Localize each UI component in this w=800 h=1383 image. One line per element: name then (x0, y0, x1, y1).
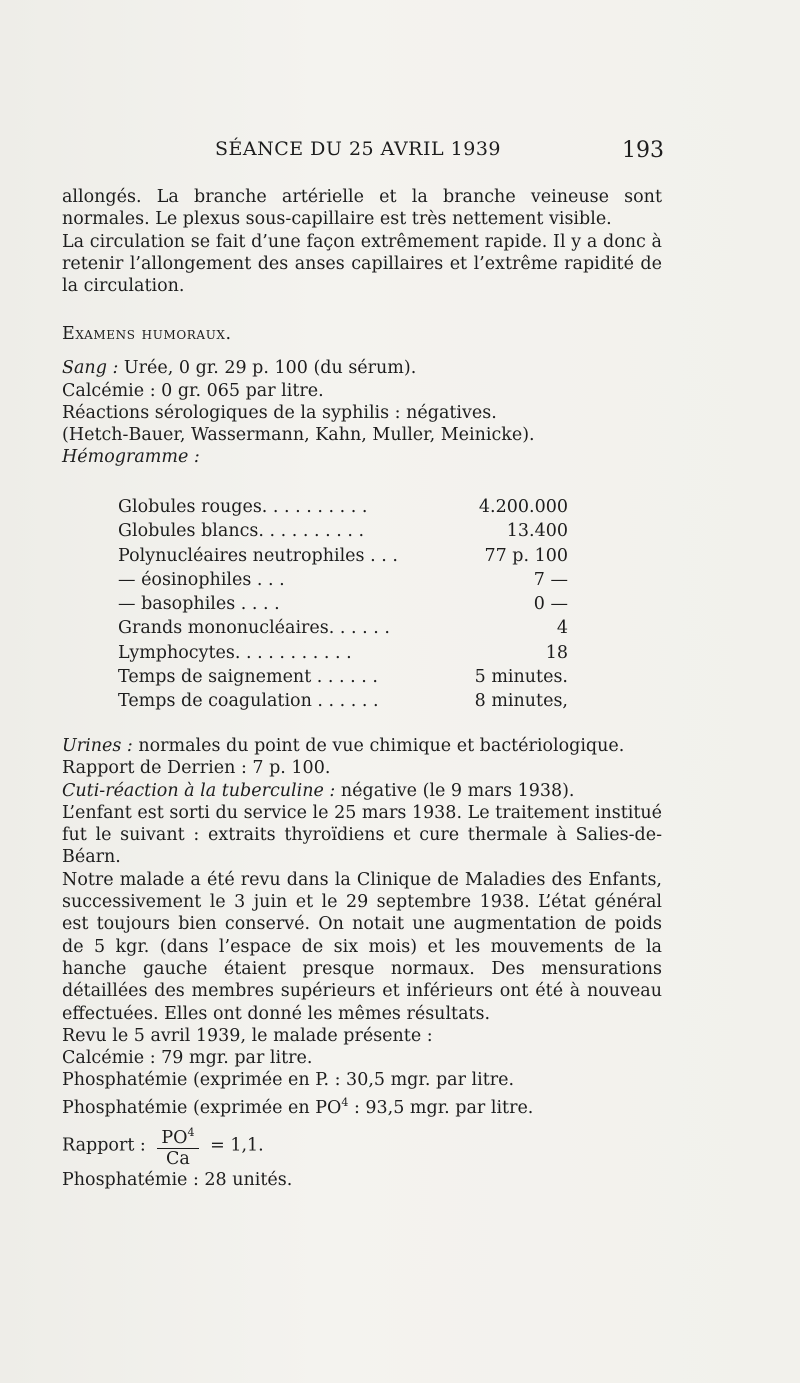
urines-line (62, 735, 662, 757)
rapport-result: = 1,1. (210, 1135, 264, 1156)
hemogram-row (118, 570, 568, 594)
hemogram-value: 77 p. 100 (484, 545, 568, 566)
reactions-list: (Hetch-Bauer, Wassermann, Kahn, Muller, Meinicke). (62, 425, 535, 446)
hemogram-value: 7 — (533, 569, 568, 590)
cuti-label: Cuti-réaction à la tuberculine : (62, 780, 336, 801)
phos-po4-sup: 4 (341, 1095, 349, 1109)
hemogram-value: 5 minutes. (474, 667, 568, 688)
rapport-label: Rapport : (62, 1135, 146, 1156)
calcemie2-line: Calcémie : 79 mgr. par litre. (62, 1048, 313, 1069)
reactions-line: Réactions sérologiques de la syphilis : négatives. (62, 402, 497, 423)
hemogramme-label: Hémogramme : (62, 447, 200, 468)
cuti-line (62, 780, 662, 802)
hemogram-row (118, 546, 568, 570)
hemogram-row (118, 667, 568, 691)
sang-text: Urée, 0 gr. 29 p. 100 (du sérum). (118, 358, 417, 379)
hemogram-row (118, 691, 568, 715)
hemogram-row (118, 497, 568, 521)
hemogram-value: 4 (556, 618, 568, 639)
paragraph: allongés. La branche artérielle et la branche veineuse sont normales. Le plexus sous-capillaire est très nettement visible. (62, 187, 662, 230)
phos-po4-post: : 93,5 mgr. par litre. (348, 1097, 534, 1118)
rapport-num-sup: 4 (187, 1125, 195, 1139)
sang-label: Sang : (62, 358, 119, 379)
rapport-numerator (157, 1123, 198, 1149)
derrien-line: Rapport de Derrien : 7 p. 100. (62, 758, 331, 779)
hemogram-label: Globules blancs. . . . . . . . . . (118, 521, 365, 542)
phos-po4-pre: Phosphatémie (exprimée en PO (62, 1097, 342, 1118)
paragraph: Notre malade a été revu dans la Clinique de Maladies des Enfants, successivement le 3 juin et le 29 septembre 1938. L’état général est toujours bien conservé. On notait une augmentation de poids de 5 kgr. (dans l’espace de six mois) et les mouvements de la hanche gauche étaient presque normaux. Des mensurations détaillées des membres supérieurs et inférieurs ont été à nouveau effectuées. Elles ont donné les mêmes résultats. (62, 869, 662, 1024)
hemogram-label: Temps de coagulation . . . . . . (118, 691, 379, 712)
rapport-denominator: Ca (166, 1148, 190, 1169)
hemogram-row (118, 643, 568, 667)
hemogram-value: 0 — (533, 594, 568, 615)
sang-line (62, 357, 662, 379)
rapport-line (62, 1123, 662, 1169)
hemogram-label: — basophiles . . . . (118, 594, 280, 615)
phos-p-line: Phosphatémie (exprimée en P. : 30,5 mgr. par litre. (62, 1070, 515, 1091)
hemogram-label: Grands mononucléaires. . . . . . (118, 618, 390, 639)
calcemie-line: Calcémie : 0 gr. 065 par litre. (62, 380, 324, 401)
hemogram-value: 8 minutes, (474, 691, 568, 712)
paragraph: L’enfant est sorti du service le 25 mars 1938. Le traitement institué fut le suivant : extraits thyroïdiens et cure thermale à Salies-de-Béarn. (62, 802, 662, 868)
rapport-num-text: PO (161, 1127, 188, 1148)
hemogram-value: 13.400 (506, 521, 568, 542)
hemogram-value: 4.200.000 (478, 497, 568, 517)
hemogram-value: 18 (545, 642, 568, 663)
phos-unites-line: Phosphatémie : 28 unités. (62, 1169, 293, 1190)
hemogram-label: Polynucléaires neutrophiles . . . (118, 545, 398, 566)
cuti-text: négative (le 9 mars 1938). (335, 780, 575, 801)
hemogram-label: — éosinophiles . . . (118, 569, 285, 590)
exams-section (62, 323, 662, 469)
hemogram-label: Temps de saignement . . . . . . (118, 667, 378, 688)
revu-line: Revu le 5 avril 1939, le malade présente : (62, 1025, 433, 1046)
header-title: SÉANCE DU 25 AVRIL 1939 (215, 138, 501, 160)
intro-section (62, 186, 662, 297)
rapport-fraction (157, 1123, 198, 1169)
paragraph: La circulation se fait d’une façon extrêmement rapide. Il y a donc à retenir l’allongement des anses capillaires et l’extrême rapidité de la circulation. (62, 231, 662, 297)
urines-label: Urines : (62, 736, 133, 756)
hemogram-row (118, 618, 568, 642)
urines-text: normales du point de vue chimique et bactériologique. (132, 736, 625, 756)
hemogram-label: Globules rouges. . . . . . . . . . (118, 497, 368, 517)
results-section (62, 735, 662, 1191)
hemogram-table (118, 497, 568, 716)
page-number: 193 (622, 138, 664, 163)
section-heading: Examens humoraux. (62, 324, 232, 344)
phos-po4-line (62, 1092, 662, 1119)
hemogram-row (118, 594, 568, 618)
hemogram-row (118, 521, 568, 545)
hemogram-label: Lymphocytes. . . . . . . . . . . (118, 642, 352, 663)
